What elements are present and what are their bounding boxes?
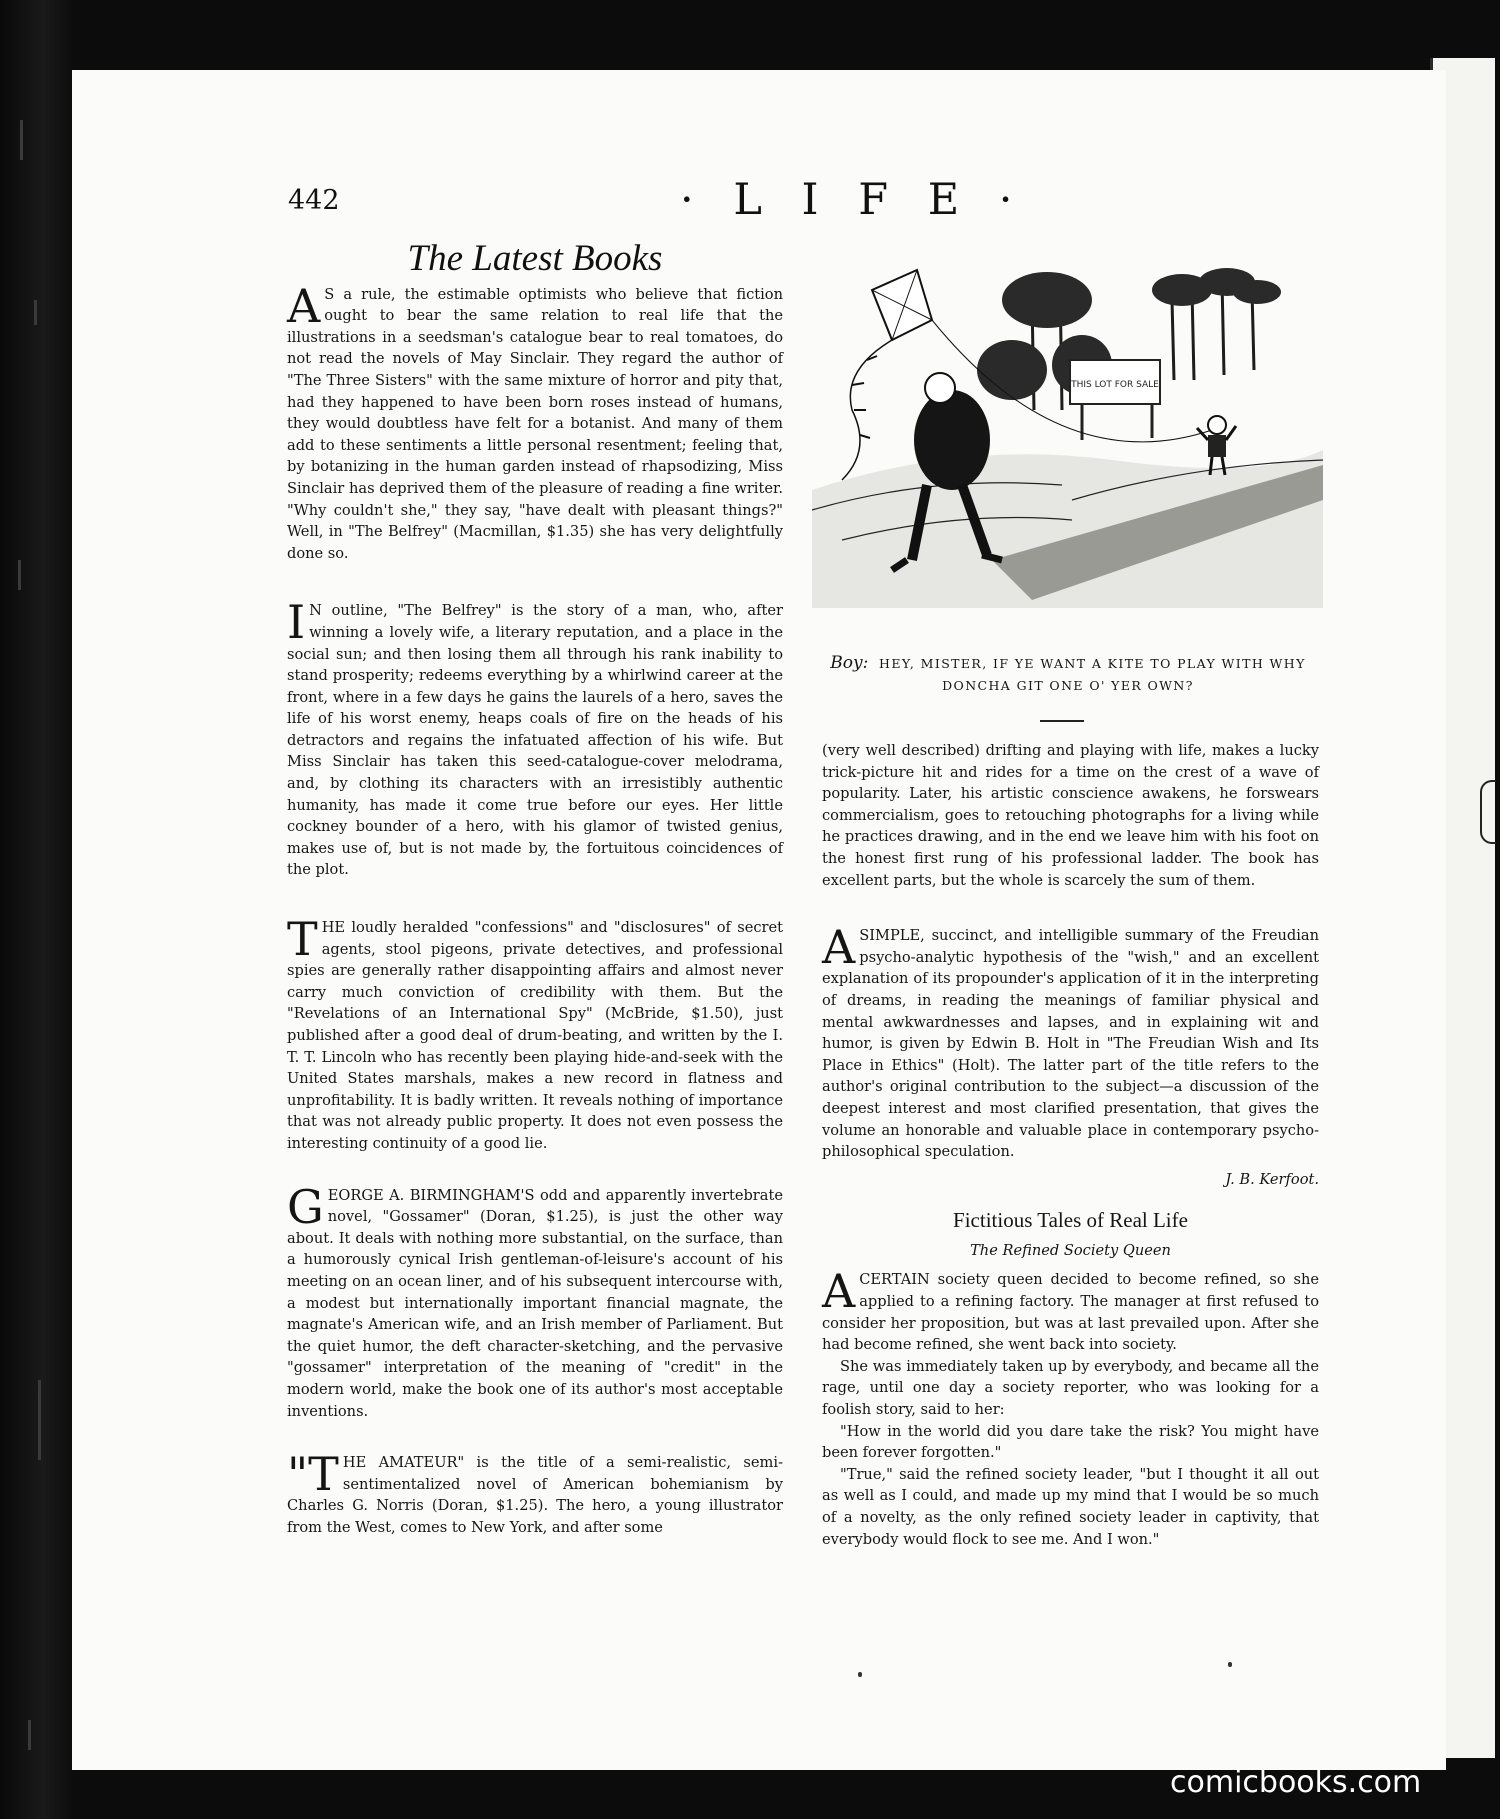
watermark: comicbooks.com — [1170, 1765, 1422, 1800]
drop-cap: I — [287, 595, 306, 650]
story-subtitle: The Refined Society Queen — [970, 1241, 1171, 1259]
divider-rule — [1040, 720, 1084, 722]
drop-cap: A — [287, 278, 321, 333]
illustration-caption — [818, 652, 1318, 697]
masthead: · L I F E · — [680, 175, 1026, 225]
print-speck — [858, 1672, 862, 1677]
right-column — [822, 740, 1319, 1550]
drop-cap: "T — [287, 1447, 339, 1502]
review-paragraph: A SIMPLE, succinct, and intelligible summary of the Freudian psycho-analytic hypothesis of the "wish," and an excellent explanation of its propounder's application of it in the interpreting of dreams, in reading the meanings of familiar physical and mental awkwardnesses and lapses, and in explaining wit and humor, is given by Edwin B. Holt in "The Freudian Wish and Its Place in Ethics" (Holt). The latter part of the title refers to the author's original contribution to the subject—a discussion of the deepest interest and most clarified presentation, that gives the volume an honorable and valuable place in contemporary psycho-philosophical speculation. — [822, 920, 1319, 1161]
cartoon-illustration — [812, 260, 1323, 608]
story-paragraph: "True," said the refined society leader, "but I thought it all out as well as I could, and made up my mind that I would be so much of a novelty, as the only refined society leader in captivity, that everybody would flock to see me. And I won." — [822, 1465, 1319, 1548]
left-column — [287, 238, 783, 1558]
drop-cap: G — [287, 1179, 324, 1234]
review-paragraph: A S a rule, the estimable optimists who believe that fiction ought to bear the same relation to real life that the illustrations in a seedsman's catalogue bear to real tomatoes, do not read the novels of May Sinclair. They regard the author of "The Three Sisters" with the same mixture of horror and pity that, had they happened to have been born roses instead of humans, they would doubtless have felt for a botanist. And many of them add to these sentiments a little personal resentment; feeling that, by botanizing in the human garden instead of rhapsodizing, Miss Sinclair has deprived them of the pleasure of reading a fine writer. "Why couldn't she," they say, "have dealt with pleasant things?" Well, in "The Belfrey" (Macmillan, $1.35) she has very delightfully done so. — [287, 278, 783, 562]
print-speck — [1228, 1662, 1232, 1667]
sign-text: THIS LOT FOR SALE — [1071, 380, 1159, 390]
article-title: The Latest Books — [407, 238, 663, 279]
page-number: 442 — [288, 185, 340, 216]
caption-speaker: Boy: — [830, 653, 869, 673]
scan-border — [0, 0, 72, 1819]
drop-cap: A — [822, 920, 856, 975]
review-paragraph: "THE AMATEUR" is the title of a semi-realistic, semi-sentimentalized novel of American bohemianism by Charles G. Norris (Doran, $1.25). The hero, a young illustrator from the West, comes to New York, and after some — [287, 1447, 783, 1536]
review-paragraph: (very well described) drifting and playing with life, makes a lucky trick-picture hit and rides for a time on the crest of a wave of popularity. Later, his artistic conscience awakens, he forswears commercialism, goes to retouching photographs for a living while he practices drawing, and in the end we leave him with his foot on the honest first rung of his professional ladder. The book has excellent parts, but the whole is scarcely the sum of them. — [822, 742, 1319, 889]
drop-cap: T — [287, 912, 318, 967]
adjacent-page-drawing — [1480, 780, 1496, 844]
story-title: Fictitious Tales of Real Life — [953, 1208, 1188, 1233]
caption-text: HEY, MISTER, IF YE WANT A KITE TO PLAY WITH WHY DONCHA GIT ONE O' YER OWN? — [879, 656, 1306, 693]
review-paragraph: THE loudly heralded "confessions" and "disclosures" of secret agents, stool pigeons, private detectives, and professional spies are generally rather disappointing affairs and almost never carry much conviction of credibility with them. But the "Revelations of an International Spy" (McBride, $1.50), just published after a good deal of drum-beating, and written by the I. T. T. Lincoln who has recently been playing hide-and-seek with the United States marshals, makes a new record in flatness and unprofitability. It is badly written. It reveals nothing of importance that was not already public property. It does not even possess the interesting continuity of a good lie. — [287, 912, 783, 1152]
story-paragraph: A CERTAIN society queen decided to become refined, so she applied to a refining factory. The manager at first refused to consider her proposition, but was at last prevailed upon. After she had become refined, she went back into society. — [822, 1264, 1319, 1354]
review-signature: J. B. Kerfoot. — [1225, 1170, 1319, 1188]
drop-cap: A — [822, 1264, 856, 1319]
story-paragraph: She was immediately taken up by everybody, and became all the rage, until one day a society reporter, who was looking for a foolish story, said to her: — [822, 1357, 1319, 1419]
review-paragraph: I N outline, "The Belfrey" is the story of a man, who, after winning a lovely wife, a literary reputation, and a place in the social sun; and then losing them all through his rank inability to stand prosperity; redeems everything by a whirlwind career at the front, where in a few days he gains the laurels of a hero, saves the life of his worst enemy, heaps coals of fire on the heads of his detractors and regains the infatuated affection of his wife. But Miss Sinclair has taken this seed-catalogue-cover melodrama, and, by clothing its characters with an irresistibly authentic humanity, has made it come true before our eyes. Her little cockney bounder of a hero, with his glamor of twisted genius, makes use of, but is not made by, the fortuitous coincidences of the plot. — [287, 595, 783, 879]
review-paragraph: GEORGE A. BIRMINGHAM'S odd and apparently invertebrate novel, "Gossamer" (Doran, $1.25), is just the other way about. It deals with nothing more substantial, on the surface, than a humorously cynical Irish gentleman-of-leisure's account of his meeting on an ocean liner, and of his subsequent intercourse with, a modest but internationally important financial magnate, the magnate's American wife, and an Irish member of Parliament. But the quiet humor, the deft character-sketching, and the pervasive "gossamer" interpretation of the meaning of "credit" in the modern world, make the book one of its author's most acceptable inventions. — [287, 1179, 783, 1420]
story-paragraph: "How in the world did you dare take the risk? You might have been forever forgotten." — [822, 1422, 1319, 1462]
